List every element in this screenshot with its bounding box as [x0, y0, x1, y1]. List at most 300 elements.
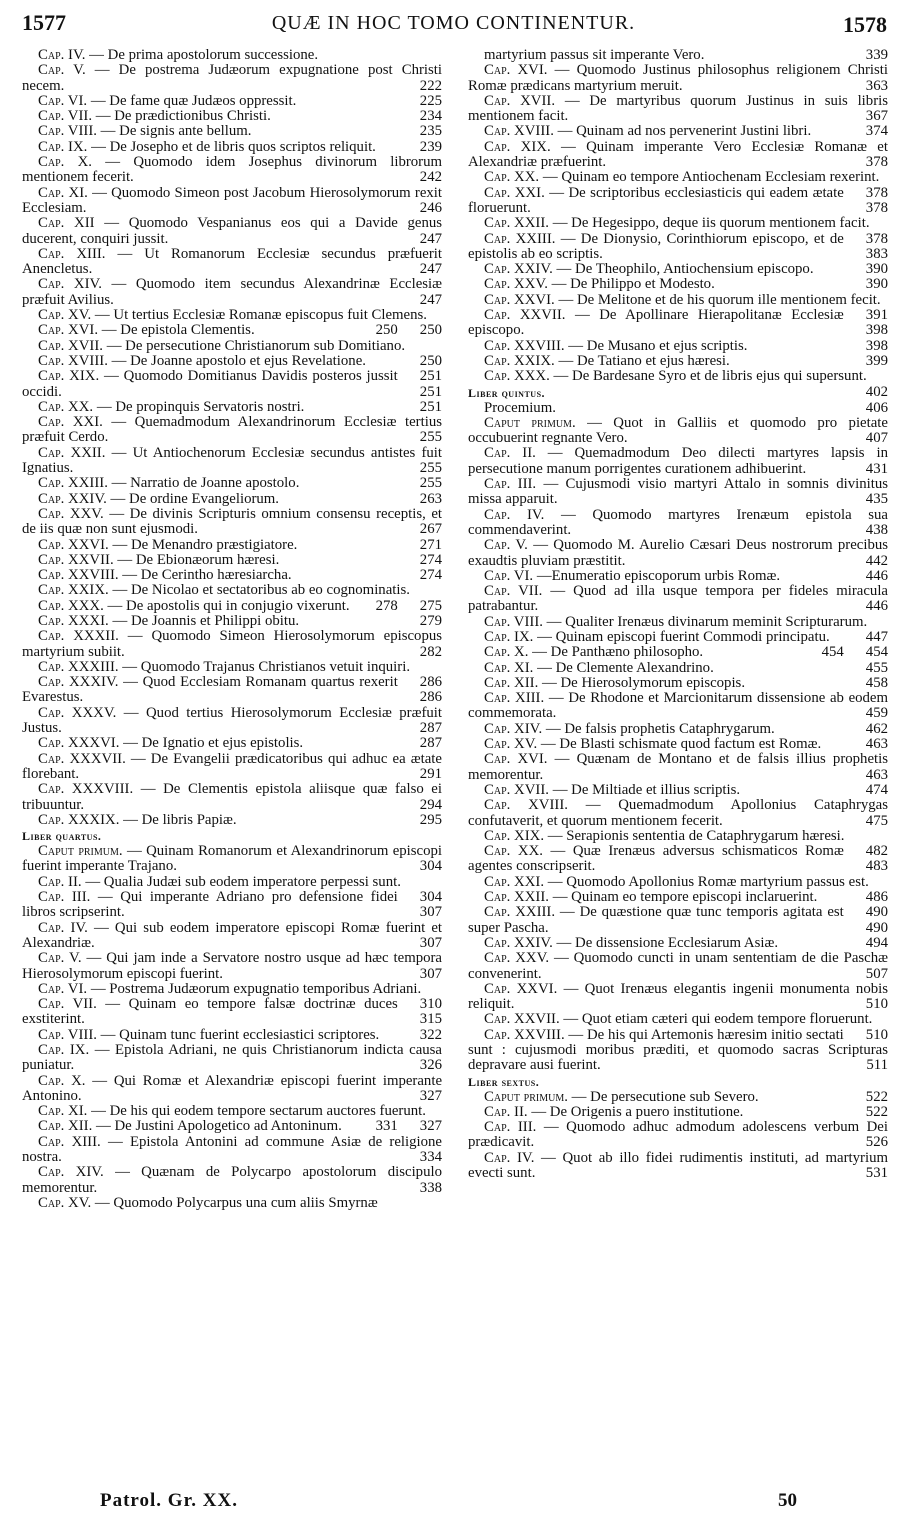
toc-entry: [22, 1165, 442, 1196]
chapter-number: Cap. XVIII.: [38, 352, 108, 369]
chapter-title: — Quomodo Trajanus Christianos vetuit inquiri.: [122, 658, 411, 675]
chapter-title: — Quinam imperante Vero Ecclesiæ Romanæ et Alexandriæ præfuerint.: [468, 138, 888, 171]
chapter-number: Cap. XII: [38, 215, 95, 232]
page-ref: 402: [865, 383, 888, 400]
chapter-number: Cap. II.: [38, 873, 82, 890]
page-number-right: 1578: [843, 12, 887, 37]
toc-entry: [468, 277, 888, 292]
page-ref: 435: [865, 491, 888, 508]
chapter-number: Cap. XI.: [38, 1103, 88, 1120]
chapter-title: — Quæ Irenæus adversus schismaticos Romæ agentes conscripserit.: [468, 843, 844, 875]
chapter-number: Cap. XIII.: [38, 1133, 101, 1150]
chapter-title: — De Musano et ejus scriptis.: [568, 337, 748, 354]
chapter-number: Cap. XIV.: [38, 1164, 104, 1181]
page-ref: 510: [865, 1026, 888, 1043]
chapter-title: — De signis ante bellum.: [100, 123, 252, 140]
page-ref: 250: [419, 322, 442, 339]
chapter-number: Cap. XXVII.: [484, 1011, 560, 1028]
chapter-number: Cap. XXVI.: [484, 980, 558, 997]
chapter-number: Cap. XXVI.: [38, 536, 109, 553]
chapter-number: Cap. X.: [484, 644, 529, 661]
chapter-number: Cap. XIV.: [484, 720, 543, 737]
chapter-title: — Qui sub eodem imperatore episcopi Romæ fuerint et Alexandriæ.: [22, 919, 442, 951]
chapter-title: — Quomodo Vespanianus eos qui a Davide genus ducerent, conquiri jussit.: [22, 215, 443, 247]
toc-entry: [468, 508, 888, 539]
chapter-number: Cap. XIII.: [38, 245, 106, 262]
page-header: [0, 0, 907, 46]
toc-entry: [22, 782, 442, 813]
page-ref: 454: [821, 644, 844, 661]
chapter-title: — De Joanne apostolo et ejus Revelatione.: [111, 352, 366, 369]
chapter-title: — Quemadmodum Deo dilecti martyres lapsis in persecutione manum porrigentes curationem adhibuerint.: [468, 445, 888, 477]
chapter-title: — De Philippo et Modesto.: [551, 276, 715, 293]
toc-entry: [468, 798, 888, 829]
toc-entry: [22, 492, 442, 507]
toc-entry: [468, 661, 888, 676]
page-ref: 286: [419, 674, 442, 691]
toc-entry: [22, 216, 442, 247]
page-number-left: 1577: [22, 10, 66, 35]
chapter-title: — Ut Romanorum Ecclesiæ secundus præfuerit Anencletus.: [22, 245, 442, 278]
chapter-title: — Quænam de Montano et de falsis illius prophetis memorentur.: [468, 751, 888, 783]
chapter-number: Cap. III.: [484, 476, 537, 493]
page-ref: 398: [865, 337, 888, 354]
page-ref: 374: [865, 123, 888, 140]
chapter-title: — Quinam ad nos pervenerint Justini libri.: [557, 123, 812, 140]
chapter-number: Cap. VI.: [38, 92, 88, 109]
page-ref: 291: [419, 765, 442, 782]
toc-entry: [468, 1120, 888, 1151]
page-ref: 334: [419, 1149, 442, 1166]
chapter-number: Cap. XXI.: [38, 414, 103, 431]
chapter-title: — Quomodo Simeon Hierosolymorum episcopus martyrium subiit.: [22, 628, 442, 660]
chapter-title: — De quæstione quæ tunc temporis agitata est super Pascha.: [468, 904, 844, 936]
toc-entry: [468, 339, 888, 354]
chapter-number: Cap. XXXV.: [38, 704, 117, 721]
page-ref: 378: [865, 199, 888, 216]
chapter-number: Cap. XXVII.: [38, 551, 114, 568]
page-ref: 391: [865, 307, 888, 324]
toc-entry: [468, 982, 888, 1013]
chapter-number: Cap. XIX.: [484, 827, 545, 844]
chapter-title: — De Clementis epistola aliisque quæ falso ei tribuuntur.: [22, 781, 442, 813]
chapter-number: Cap. XXVIII.: [484, 1026, 565, 1043]
chapter-title: — De Hierosolymorum episcopis.: [542, 674, 746, 691]
chapter-title: — Quinam eo tempore Antiochenam Ecclesiam rexerint.: [542, 169, 880, 186]
chapter-title: — De Miltiade et illius scriptis.: [552, 781, 741, 798]
toc-entry: [468, 783, 888, 798]
chapter-number: Cap. XXXIX.: [38, 811, 120, 828]
page-ref: 263: [419, 490, 442, 507]
page-ref: 267: [419, 521, 442, 538]
chapter-number: Cap. XXII.: [484, 889, 549, 906]
entry-text: Procemium.: [484, 399, 556, 416]
chapter-title: — Quot etiam cæteri qui eodem tempore floruerunt.: [563, 1011, 873, 1028]
chapter-number: Cap. XVIII.: [484, 123, 554, 140]
toc-entry: [22, 538, 442, 553]
toc-entry: [22, 921, 442, 952]
page-ref: 510: [865, 996, 888, 1013]
chapter-number: Cap. XXV.: [38, 505, 104, 522]
chapter-number: Cap. XXIV.: [484, 934, 553, 951]
chapter-title: — Qualiter Irenæus divinarum meminit Scripturarum.: [546, 613, 868, 630]
page-ref: 234: [419, 108, 442, 125]
toc-entry: [22, 675, 442, 706]
page-ref: 287: [419, 720, 442, 737]
chapter-number: Cap. X.: [38, 154, 92, 171]
toc-entry: [22, 706, 442, 737]
chapter-number: Cap. XI.: [484, 659, 534, 676]
toc-entry: [22, 951, 442, 982]
page-ref: 255: [419, 475, 442, 492]
page-ref: 247: [419, 291, 442, 308]
toc-entry: [468, 477, 888, 508]
chapter-number: Cap. XVI.: [38, 322, 99, 339]
chapter-title: — De prima apostolorum successione.: [89, 47, 319, 63]
chapter-title: — Ut tertius Ecclesiæ Romanæ episcopus fuit Clemens.: [94, 307, 427, 324]
chapter-title: — De scriptoribus ecclesiasticis qui eadem ætate floruerunt.: [468, 184, 844, 216]
chapter-number: Cap. XII.: [38, 1118, 93, 1135]
toc-entry: [22, 186, 442, 217]
page-ref: 458: [865, 674, 888, 691]
toc-entry: [22, 446, 442, 477]
chapter-number: Cap. XXIII.: [38, 475, 108, 492]
chapter-number: Caput primum.: [484, 1088, 568, 1105]
chapter-title: — De his qui Artemonis hæresim initio sectati sunt : cujusmodi moribus præditi, et quomodo sacras Scripturas depravare ausi fuerint.: [468, 1026, 888, 1074]
chapter-number: Cap. VII.: [38, 996, 97, 1013]
chapter-title: — Serapionis sententia de Cataphrygarum hæresi.: [547, 827, 845, 844]
chapter-title: — De Melitone et de his quorum ille mentionem fecit.: [558, 291, 881, 308]
chapter-title: — Postrema Judæorum expugnatio temporibus Adriani.: [90, 980, 422, 997]
toc-entry: [468, 354, 888, 369]
chapter-title: — De Evangelii prædicatoribus qui adhuc ea ætate florebant.: [22, 750, 442, 782]
toc-entry: [22, 813, 442, 828]
chapter-title: — Qui Romæ et Alexandriæ episcopi fuerint imperante Antonino.: [22, 1072, 443, 1104]
page-ref: 463: [865, 736, 888, 753]
page-ref: 250: [419, 352, 442, 369]
toc-entry: [468, 737, 888, 752]
chapter-number: Cap. XVI.: [484, 751, 548, 768]
chapter-number: Cap. V.: [38, 62, 86, 79]
chapter-title: — Quomodo Justinus philosophus religionem Christi Romæ prædicans martyrium meruit.: [468, 62, 888, 94]
chapter-title: — De Clemente Alexandrino.: [537, 659, 714, 676]
chapter-title: — Quemadmodum Apollonius Cataphrygas confutaverit, et quorum mentionem fecerit.: [468, 797, 888, 829]
page-ref: 446: [865, 567, 888, 584]
chapter-title: — De ordine Evangeliorum.: [110, 490, 280, 507]
left-column: [22, 48, 442, 1211]
chapter-title: — De martyribus quorum Justinus in suis libris mentionem facit.: [468, 92, 888, 125]
page-ref: 490: [865, 904, 888, 921]
page-ref: 274: [419, 551, 442, 568]
chapter-title: — De Hegesippo, deque iis quorum mentionem facit.: [552, 215, 870, 232]
page-ref: 442: [865, 552, 888, 569]
chapter-number: Cap. XXII.: [38, 444, 106, 461]
page-ref: 507: [865, 965, 888, 982]
toc-entry: [468, 1028, 888, 1074]
page-ref: 406: [865, 399, 888, 416]
toc-entry: [468, 538, 888, 569]
page-ref: 454: [865, 644, 888, 661]
page-ref: 383: [865, 245, 888, 262]
chapter-title: — De Blasti schismate quod factum est Romæ.: [540, 736, 822, 753]
chapter-number: Cap. XXX.: [38, 597, 104, 614]
toc-entry: [468, 645, 888, 660]
toc-entry: [22, 1043, 442, 1074]
book-heading: Liber sextus.: [468, 1074, 540, 1089]
toc-entry: [22, 844, 442, 875]
toc-entry: [468, 1105, 888, 1120]
page-ref: 462: [865, 720, 888, 737]
page-ref: 483: [865, 858, 888, 875]
page-ref: 235: [419, 123, 442, 140]
page-ref: 526: [865, 1134, 888, 1151]
chapter-title: — Quomodo Domitianus Davidis posteros jussit occidi.: [22, 368, 398, 400]
page-ref: 367: [865, 108, 888, 125]
chapter-title: — Quinam Romanorum et Alexandrinorum episcopi fuerint imperante Trajano.: [22, 843, 443, 875]
entry-text: martyrium passus sit imperante Vero.: [484, 47, 705, 63]
toc-entry: [468, 951, 888, 982]
page-ref: 271: [419, 536, 442, 553]
chapter-title: — Quomodo Polycarpus una cum aliis Smyrnæ: [94, 1194, 378, 1211]
footer-signature: 50: [778, 1490, 797, 1511]
chapter-title: — De Nicolao et sectatoribus ab eo cognominatis.: [112, 582, 410, 599]
page-ref: 275: [419, 597, 442, 614]
toc-entry: [22, 277, 442, 308]
toc-entry: [22, 323, 442, 338]
toc-entry: [22, 553, 442, 568]
toc-entry: [22, 890, 442, 921]
chapter-number: Cap. XVII.: [484, 92, 556, 109]
chapter-title: — Quomodo Simeon post Jacobum Hierosolymorum rexit Ecclesiam.: [22, 184, 443, 216]
chapter-number: Cap. XXXIII.: [38, 658, 119, 675]
toc-entry: [22, 48, 442, 63]
chapter-title: — De Justini Apologetico ad Antoninum.: [96, 1118, 342, 1135]
toc-entry: [468, 232, 888, 263]
toc-entry: [468, 94, 888, 125]
page-footer: [0, 1490, 907, 1520]
chapter-number: Cap. XV.: [38, 1194, 92, 1211]
toc-entry: [22, 124, 442, 139]
chapter-number: Cap. XXV.: [484, 950, 550, 967]
chapter-title: — Qui imperante Adriano pro defensione fidei libros scripserint.: [22, 889, 398, 921]
toc-entry: [22, 568, 442, 583]
page-ref: 255: [419, 460, 442, 477]
page-ref: 255: [419, 429, 442, 446]
chapter-number: Cap. XXXII.: [38, 628, 119, 645]
chapter-number: Cap. XXV.: [484, 276, 548, 293]
chapter-title: —Enumeratio episcoporum urbis Romæ.: [536, 567, 781, 584]
toc-entry: [22, 1196, 442, 1211]
chapter-number: Cap. XXII.: [484, 215, 549, 232]
chapter-title: — Ut Antiochenorum Ecclesiæ secundus antistes fuit Ignatius.: [22, 444, 443, 477]
toc-entry: [468, 124, 888, 139]
book-heading: Liber quintus.: [468, 385, 546, 400]
toc-entry: [22, 476, 442, 491]
chapter-number: Cap. IX.: [38, 138, 88, 155]
chapter-title: — Quot in Galliis et quomodo pro pietate occubuerint regnante Vero.: [468, 414, 888, 447]
chapter-number: Cap. XV.: [38, 307, 92, 324]
chapter-title: — De Origenis a puero institutione.: [531, 1103, 744, 1120]
toc-entry: [22, 94, 442, 109]
chapter-title: — De fame quæ Judæos oppressit.: [90, 92, 297, 109]
chapter-title: — Qualia Judæi sub eodem imperatore perpessi sunt.: [85, 873, 401, 890]
chapter-number: Cap. XXI.: [484, 873, 545, 890]
toc-entry: [22, 997, 442, 1028]
page-ref: 446: [865, 598, 888, 615]
chapter-number: Cap. XXIII.: [484, 904, 556, 921]
toc-entry: [468, 63, 888, 94]
page-ref: 482: [865, 843, 888, 860]
page-ref: 494: [865, 934, 888, 951]
page-ref: 307: [419, 934, 442, 951]
chapter-number: Cap. XXVIII.: [484, 337, 565, 354]
toc-entry: [468, 584, 888, 615]
page-ref: 251: [419, 383, 442, 400]
chapter-title: — Quinam eo tempore episcopi inclaruerint.: [552, 889, 818, 906]
page-ref: 339: [865, 47, 888, 63]
chapter-number: Cap. XVI.: [484, 62, 548, 79]
chapter-title: — De propinquis Servatoris nostri.: [96, 398, 305, 415]
chapter-title: — De Dionysio, Corinthiorum episcopo, et de epistolis ab eo scriptis.: [468, 230, 844, 262]
chapter-number: Cap. VII.: [484, 583, 543, 600]
book-heading: Liber quartus.: [22, 829, 102, 844]
chapter-number: Cap. IV.: [38, 919, 88, 936]
page-ref: 531: [865, 1165, 888, 1182]
page-ref: 225: [419, 92, 442, 109]
footer-volume: Patrol. Gr. XX.: [100, 1490, 238, 1511]
page-ref: 378: [865, 154, 888, 171]
page-ref: 242: [419, 169, 442, 186]
page-ref: 390: [865, 261, 888, 278]
toc-entry: [468, 691, 888, 722]
chapter-title: — Quot Irenæus elegantis ingenii monumenta nobis reliquit.: [468, 980, 888, 1013]
chapter-number: Cap. IV.: [38, 47, 86, 63]
chapter-title: — Quomodo cuncti in unam sententiam de die Paschæ convenerint.: [468, 950, 888, 982]
chapter-title: — De Tatiano et ejus hæresi.: [558, 352, 730, 369]
toc-entry: [468, 569, 888, 584]
chapter-title: — Quinam episcopi fuerint Commodi principatu.: [537, 628, 830, 645]
chapter-title: — Quod ad illa usque tempora per fideles miracula patrabantur.: [468, 583, 888, 615]
chapter-title: — Quomodo Apollonius Romæ martyrium passus est.: [547, 873, 869, 890]
toc-entry: [468, 401, 888, 416]
page-ref: 431: [865, 460, 888, 477]
page-ref: 286: [419, 689, 442, 706]
page-ref: 338: [419, 1179, 442, 1196]
page-ref: 522: [865, 1088, 888, 1105]
chapter-title: — Epistola Antonini ad commune Asiæ de religione nostra.: [22, 1133, 443, 1166]
page-ref: 279: [419, 612, 442, 629]
page-ref: 407: [865, 430, 888, 447]
chapter-title: — De Menandro præstigiatore.: [112, 536, 298, 553]
chapter-number: Cap. XXIX.: [38, 582, 109, 599]
chapter-number: Cap. VIII.: [38, 123, 97, 140]
toc-entry: [22, 507, 442, 538]
chapter-number: Cap. XIII.: [484, 690, 545, 707]
chapter-title: — Quemadmodum Alexandrinorum Ecclesiæ tertius præfuit Cerdo.: [22, 414, 442, 446]
chapter-number: Cap. X.: [38, 1072, 86, 1089]
chapter-number: Cap. XIX.: [484, 138, 551, 155]
page-ref: 475: [865, 812, 888, 829]
page-ref: 363: [865, 77, 888, 94]
page-ref: 327: [419, 1087, 442, 1104]
page-ref: 247: [419, 261, 442, 278]
toc-entry: [468, 936, 888, 951]
chapter-number: Cap. VIII.: [38, 1026, 97, 1043]
page-ref: 307: [419, 904, 442, 921]
chapter-number: Cap. V.: [38, 950, 82, 967]
toc-entry: [468, 416, 888, 447]
chapter-number: Cap. XXIV.: [38, 490, 107, 507]
chapter-number: Cap. XVIII.: [484, 797, 568, 814]
chapter-title: — De Josepho et de libris quos scriptos reliquit.: [91, 138, 376, 155]
toc-entry: [22, 155, 442, 186]
toc-entry: [468, 140, 888, 171]
chapter-title: — De Panthæno philosopho.: [532, 644, 704, 661]
page-ref: 304: [419, 889, 442, 906]
running-title: QUÆ IN HOC TOMO CONTINENTUR.: [271, 12, 636, 34]
page-ref: 327: [419, 1118, 442, 1135]
page-ref: 438: [865, 521, 888, 538]
chapter-title: — De Ignatio et ejus epistolis.: [123, 735, 304, 752]
toc-entry: [468, 308, 888, 339]
chapter-number: Cap. XXIV.: [484, 261, 553, 278]
toc-entry: [22, 614, 442, 629]
page-ref: 251: [419, 368, 442, 385]
chapter-number: Cap. XXXIV.: [38, 674, 119, 691]
chapter-title: — Quot ab illo fidei rudimentis instituti, ad martyrium evecti sunt.: [468, 1149, 888, 1182]
toc-entry: [468, 186, 888, 217]
toc-entry: [468, 676, 888, 691]
toc-entry: [22, 599, 442, 614]
page-ref: 278: [375, 597, 398, 614]
chapter-title: — De prædictionibus Christi.: [95, 108, 271, 125]
toc-entry: [468, 844, 888, 875]
page-ref: 447: [865, 628, 888, 645]
toc-entry: [22, 1074, 442, 1105]
page-ref: 222: [419, 77, 442, 94]
chapter-title: — Quod tertius Hierosolymorum Ecclesiæ præfuit Justus.: [22, 704, 443, 737]
chapter-number: Cap. VIII.: [484, 613, 543, 630]
page-ref: 455: [865, 659, 888, 676]
chapter-number: Cap. XXI.: [484, 184, 545, 201]
page-ref: 378: [865, 230, 888, 247]
chapter-number: Cap. XII.: [484, 674, 539, 691]
chapter-number: Cap. XXVII.: [484, 307, 566, 324]
page-ref: 246: [419, 199, 442, 216]
toc-entry: [468, 48, 888, 63]
toc-entry: [22, 109, 442, 124]
right-column: [468, 48, 888, 1181]
chapter-number: Cap. III.: [38, 889, 91, 906]
toc-entry: [22, 63, 442, 94]
chapter-number: Cap. XVII.: [38, 337, 103, 354]
toc-entry: [22, 1119, 442, 1134]
page-ref: 251: [419, 398, 442, 415]
page-ref: 326: [419, 1057, 442, 1074]
chapter-number: Cap. XXVIII.: [38, 567, 119, 584]
toc-entry: [22, 1135, 442, 1166]
page-ref: 331: [375, 1118, 398, 1135]
page-ref: 295: [419, 811, 442, 828]
chapter-number: Cap. IX.: [38, 1042, 90, 1058]
toc-entry: [468, 905, 888, 936]
chapter-number: Cap. IV.: [484, 1149, 535, 1166]
chapter-title: — De Joannis et Philippi obitu.: [112, 612, 300, 629]
chapter-title: — De Ebionæorum hæresi.: [117, 551, 280, 568]
chapter-title: — De postrema Judæorum expugnatione post Christi necem.: [22, 62, 443, 94]
chapter-title: — De Rhodone et Marcionitarum dissensione ab eodem commemorata.: [468, 690, 889, 722]
chapter-number: Cap. VI.: [484, 567, 534, 584]
